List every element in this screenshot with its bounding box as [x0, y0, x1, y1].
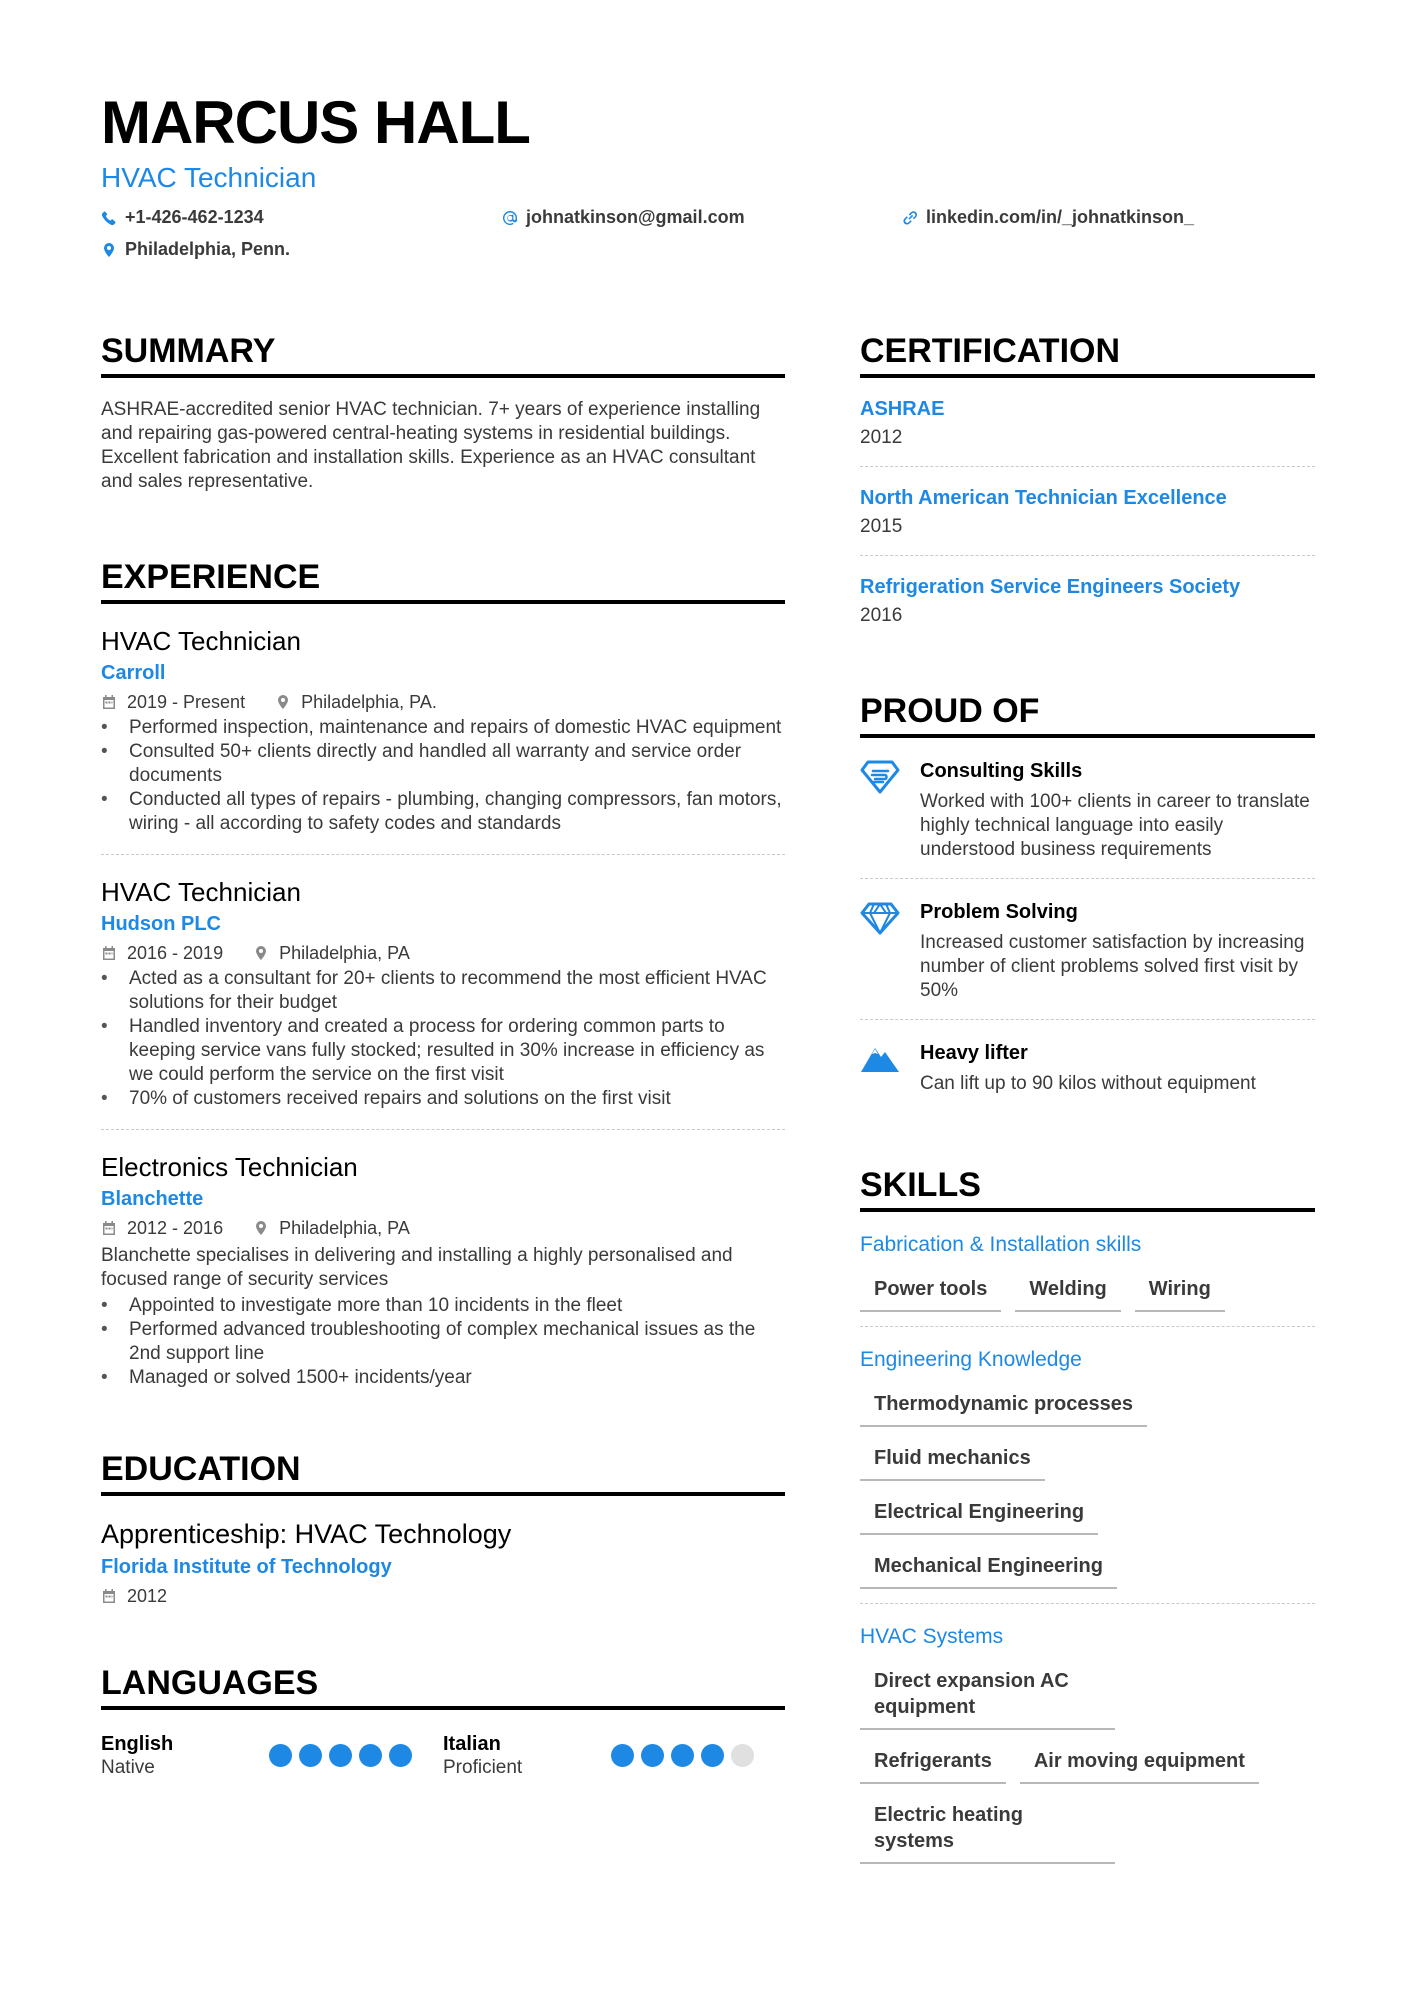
- education-degree: Apprenticeship: HVAC Technology: [101, 1519, 512, 1549]
- proud-title: Problem Solving: [920, 901, 1078, 923]
- proud-of-section: [860, 690, 1315, 1112]
- skill-tag: Electric heating systems: [860, 1798, 1115, 1864]
- calendar-icon: [101, 945, 117, 961]
- skill-tag: Welding: [1015, 1272, 1120, 1312]
- skill-group: [860, 1327, 1315, 1604]
- languages-heading: LANGUAGES: [101, 1662, 785, 1710]
- rating-dot-filled: [329, 1744, 352, 1767]
- education-heading: EDUCATION: [101, 1448, 785, 1496]
- job-bullet: • Conducted all types of repairs - plumbing, changing compressors, fan motors, wiring - all according to safety codes and standards: [101, 788, 785, 836]
- experience-section: [101, 556, 785, 1408]
- skill-tag: Mechanical Engineering: [860, 1549, 1117, 1589]
- language-name: English: [101, 1733, 174, 1755]
- proud-item: [860, 879, 1315, 1020]
- rating-dot-filled: [269, 1744, 292, 1767]
- proud-of-heading: PROUD OF: [860, 690, 1315, 738]
- contact-email[interactable]: [502, 207, 745, 228]
- language-text: [101, 1732, 269, 1780]
- job-entry: [101, 1130, 785, 1408]
- certification-name: Refrigeration Service Engineers Society: [860, 576, 1241, 598]
- job-meta: [101, 690, 785, 714]
- experience-heading: EXPERIENCE: [101, 556, 785, 604]
- job-entry: [101, 604, 785, 855]
- skill-tag: Electrical Engineering: [860, 1495, 1098, 1535]
- skill-group: [860, 1604, 1315, 1878]
- rating-dot-filled: [359, 1744, 382, 1767]
- phone-text: +1-426-462-1234: [125, 207, 264, 227]
- rating-dot-filled: [701, 1744, 724, 1767]
- calendar-icon: [101, 1220, 117, 1236]
- diamond-icon: [860, 901, 900, 935]
- education-meta: [101, 1584, 785, 1608]
- language-text: [443, 1732, 611, 1780]
- job-bullet: • Performed advanced troubleshooting of complex mechanical issues as the 2nd support line: [101, 1318, 785, 1366]
- summary-text: ASHRAE-accredited senior HVAC technician. 7+ years of experience installing and repairing gas-powered central-heating systems in residential buildings. Excellent fabrication and installation skills. Experience as an HVAC consultant and sales representative.: [101, 399, 761, 492]
- education-entry: [101, 1496, 785, 1608]
- certification-item: [860, 378, 1315, 467]
- certification-item: [860, 556, 1315, 644]
- calendar-icon: [101, 694, 117, 710]
- skill-tag: Wiring: [1135, 1272, 1225, 1312]
- certification-year: 2015: [860, 516, 903, 537]
- skill-tags: [860, 1387, 1315, 1589]
- job-dates-text: 2012 - 2016: [127, 1218, 224, 1238]
- left-column: [101, 330, 785, 1780]
- proud-text: Worked with 100+ clients in career to translate highly technical language into easily understood business requirements: [920, 791, 1310, 860]
- linkedin-text: linkedin.com/in/_johnatkinson_: [926, 207, 1195, 227]
- proud-body: [920, 758, 1315, 862]
- right-column: [860, 330, 1315, 1878]
- skill-tag: Direct expansion AC equipment: [860, 1664, 1115, 1730]
- email-text: johnatkinson@gmail.com: [526, 207, 745, 227]
- proud-item: [860, 738, 1315, 879]
- job-meta: [101, 1216, 785, 1240]
- job-bullet: • 70% of customers received repairs and solutions on the first visit: [101, 1087, 785, 1111]
- rating-dot-filled: [389, 1744, 412, 1767]
- proud-text: Can lift up to 90 kilos without equipment: [920, 1073, 1256, 1094]
- job-dates-text: 2019 - Present: [127, 692, 246, 712]
- at-sign-icon: [502, 210, 518, 226]
- certification-name: North American Technician Excellence: [860, 487, 1227, 509]
- job-bullet: • Appointed to investigate more than 10 incidents in the fleet: [101, 1294, 785, 1318]
- proud-title: Heavy lifter: [920, 1042, 1028, 1064]
- job-bullet: • Performed inspection, maintenance and repairs of domestic HVAC equipment: [101, 716, 785, 740]
- proud-body: [920, 899, 1315, 1003]
- location-pin-icon: [101, 242, 117, 258]
- certification-item: [860, 467, 1315, 556]
- mountain-icon: [860, 1042, 900, 1076]
- job-dates: [101, 941, 223, 965]
- proud-body: [920, 1040, 1256, 1096]
- job-description: Blanchette specialises in delivering and installing a highly personalised and focused range of security services: [101, 1245, 733, 1290]
- education-section: [101, 1448, 785, 1608]
- skills-section: [860, 1164, 1315, 1878]
- languages-list: [101, 1732, 785, 1780]
- job-entry: [101, 855, 785, 1130]
- superman-shield-icon: [860, 760, 900, 794]
- job-location-text: Philadelphia, PA: [279, 1218, 410, 1238]
- location-pin-icon: [275, 694, 291, 710]
- language-item: [443, 1732, 785, 1780]
- skill-tag: Air moving equipment: [1020, 1744, 1259, 1784]
- skill-group-title: Fabrication & Installation skills: [860, 1233, 1142, 1256]
- skill-tag: Power tools: [860, 1272, 1001, 1312]
- certification-year: 2012: [860, 427, 903, 448]
- certification-name: ASHRAE: [860, 398, 945, 420]
- candidate-name: MARCUS HALL: [101, 89, 530, 156]
- location-pin-icon: [253, 1220, 269, 1236]
- certification-year: 2016: [860, 605, 903, 626]
- job-dates-text: 2016 - 2019: [127, 943, 224, 963]
- contact-location: [101, 239, 290, 260]
- skill-group-title: Engineering Knowledge: [860, 1348, 1082, 1371]
- job-bullet: • Consulted 50+ clients directly and handled all warranty and service order documents: [101, 740, 785, 788]
- job-bullets: [101, 1294, 785, 1390]
- skill-tag: Refrigerants: [860, 1744, 1006, 1784]
- rating-dot-empty: [731, 1744, 754, 1767]
- language-name: Italian: [443, 1733, 501, 1755]
- rating-dot-filled: [641, 1744, 664, 1767]
- location-text: Philadelphia, Penn.: [125, 239, 291, 259]
- skill-tags: [860, 1272, 1315, 1312]
- proud-item: [860, 1020, 1315, 1112]
- proud-title: Consulting Skills: [920, 760, 1083, 782]
- job-title: HVAC Technician: [101, 877, 301, 907]
- proud-icon-wrap: [860, 758, 920, 862]
- phone-icon: [101, 210, 117, 226]
- certification-heading: CERTIFICATION: [860, 330, 1315, 378]
- skills-heading: SKILLS: [860, 1164, 1315, 1212]
- language-rating: [269, 1744, 412, 1767]
- job-meta: [101, 941, 785, 965]
- job-bullet: • Handled inventory and created a process for ordering common parts to keeping service vans fully stocked; resulted in 30% increase in efficiency as we could perform the service on the first visit: [101, 1015, 785, 1087]
- job-title: HVAC Technician: [101, 626, 301, 656]
- job-dates: [101, 1216, 223, 1240]
- job-company: Carroll: [101, 662, 166, 684]
- job-location-text: Philadelphia, PA: [279, 943, 410, 963]
- certification-section: [860, 330, 1315, 644]
- calendar-icon: [101, 1588, 117, 1604]
- skill-group-title: HVAC Systems: [860, 1625, 1004, 1648]
- rating-dot-filled: [299, 1744, 322, 1767]
- education-year: [101, 1584, 167, 1608]
- job-company: Blanchette: [101, 1188, 204, 1210]
- language-rating: [611, 1744, 754, 1767]
- job-location: [253, 1216, 410, 1240]
- languages-section: [101, 1662, 785, 1780]
- skill-tag: Thermodynamic processes: [860, 1387, 1147, 1427]
- proud-icon-wrap: [860, 1040, 920, 1096]
- candidate-role: HVAC Technician: [101, 162, 317, 193]
- job-company: Hudson PLC: [101, 913, 221, 935]
- education-school: Florida Institute of Technology: [101, 1556, 392, 1578]
- summary-section: [101, 330, 785, 494]
- summary-heading: SUMMARY: [101, 330, 785, 378]
- location-pin-icon: [253, 945, 269, 961]
- job-bullets: [101, 967, 785, 1111]
- language-level: Native: [101, 1757, 155, 1778]
- job-dates: [101, 690, 245, 714]
- job-bullet: • Acted as a consultant for 20+ clients to recommend the most efficient HVAC solutions for their budget: [101, 967, 785, 1015]
- rating-dot-filled: [611, 1744, 634, 1767]
- job-location-text: Philadelphia, PA.: [301, 692, 437, 712]
- skill-tag: Fluid mechanics: [860, 1441, 1045, 1481]
- rating-dot-filled: [671, 1744, 694, 1767]
- proud-text: Increased customer satisfaction by increasing number of client problems solved first visit by 50%: [920, 932, 1305, 1001]
- education-year-text: 2012: [127, 1586, 168, 1606]
- skill-group: [860, 1212, 1315, 1327]
- proud-icon-wrap: [860, 899, 920, 1003]
- job-bullet: • Managed or solved 1500+ incidents/year: [101, 1366, 785, 1390]
- job-title: Electronics Technician: [101, 1152, 358, 1182]
- language-level: Proficient: [443, 1757, 523, 1778]
- job-location: [253, 941, 410, 965]
- contact-linkedin[interactable]: [902, 207, 1194, 228]
- language-item: [101, 1732, 443, 1780]
- skill-tags: [860, 1664, 1315, 1864]
- link-icon: [902, 210, 918, 226]
- job-bullets: [101, 716, 785, 836]
- contact-phone[interactable]: [101, 207, 264, 228]
- job-location: [275, 690, 437, 714]
